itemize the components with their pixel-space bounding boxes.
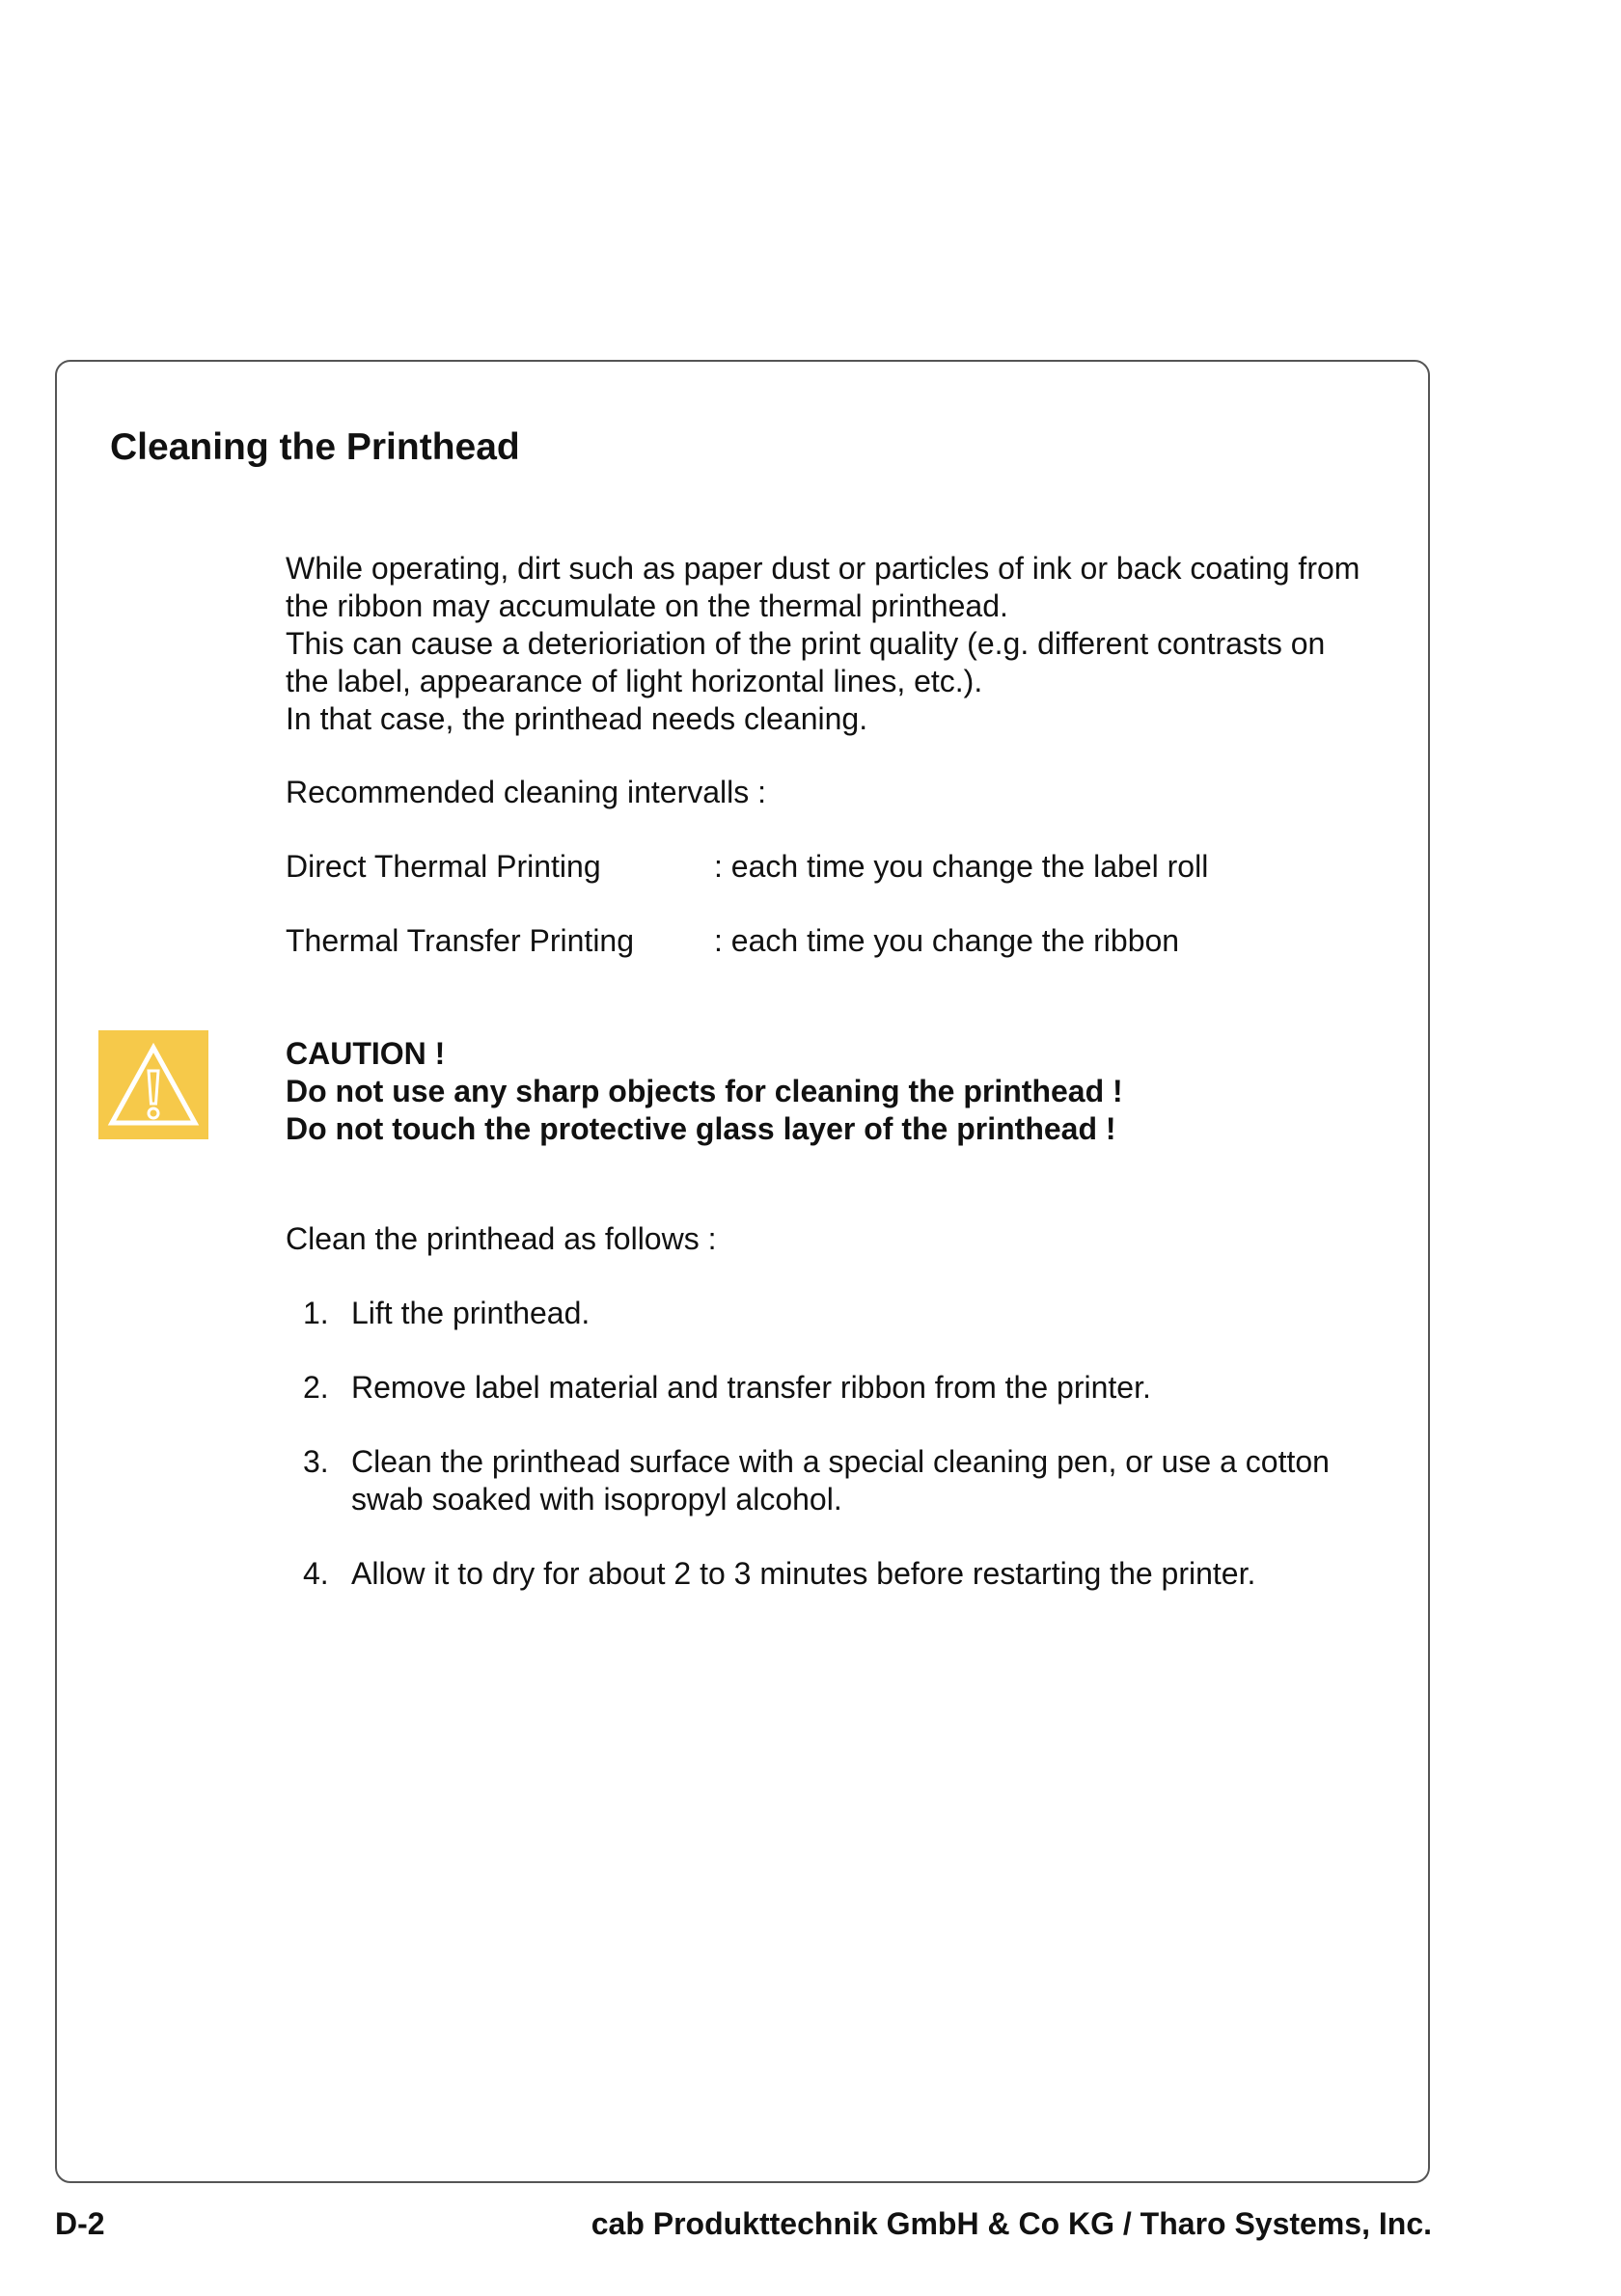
step-text: Remove label material and transfer ribbon from the printer. [351,1370,1151,1405]
interval-value: : each time you change the ribbon [714,923,1180,958]
step-number: 4. [303,1556,329,1591]
step-number: 2. [303,1370,329,1405]
step-number: 1. [303,1296,329,1330]
procedure-steps [286,1295,1405,1629]
caution-line: Do not touch the protective glass layer of the printhead ! [286,1111,1116,1146]
caution-line: Do not use any sharp objects for cleaning the printhead ! [286,1074,1123,1108]
list-item [286,1295,1405,1332]
list-item [286,1369,1405,1407]
list-item [286,1555,1405,1593]
step-number: 3. [303,1444,329,1479]
intro-line: This can cause a deterioriation of the print quality (e.g. different contrasts on [286,626,1326,661]
intro-line: the label, appearance of light horizontal lines, etc.). [286,664,983,698]
step-text: Clean the printhead surface with a special cleaning pen, or use a cotton swab soaked with isopropyl alcohol. [351,1444,1330,1517]
warning-triangle-icon [98,1030,208,1139]
interval-label: Direct Thermal Printing [286,849,601,884]
page-title: Cleaning the Printhead [110,426,520,468]
step-text: Allow it to dry for about 2 to 3 minutes before restarting the printer. [351,1556,1256,1591]
page-number: D-2 [55,2206,105,2241]
interval-row-direct-thermal [286,848,1208,886]
interval-label: Thermal Transfer Printing [286,923,635,958]
intro-line: In that case, the printhead needs cleaning. [286,701,868,736]
footer-company: cab Produkttechnik GmbH & Co KG / Tharo Systems, Inc. [591,2206,1432,2241]
intro-paragraph [286,550,1405,738]
intervals-heading: Recommended cleaning intervalls : [286,775,767,809]
step-text: Lift the printhead. [351,1296,591,1330]
list-item [286,1443,1405,1518]
intro-line: While operating, dirt such as paper dust or particles of ink or back coating from [286,551,1360,586]
procedure-heading: Clean the printhead as follows : [286,1221,717,1256]
intro-line: the ribbon may accumulate on the thermal printhead. [286,588,1008,623]
interval-row-thermal-transfer [286,922,1179,960]
caution-title: CAUTION ! [286,1036,446,1071]
caution-block [286,1035,1123,1148]
interval-value: : each time you change the label roll [714,849,1209,884]
